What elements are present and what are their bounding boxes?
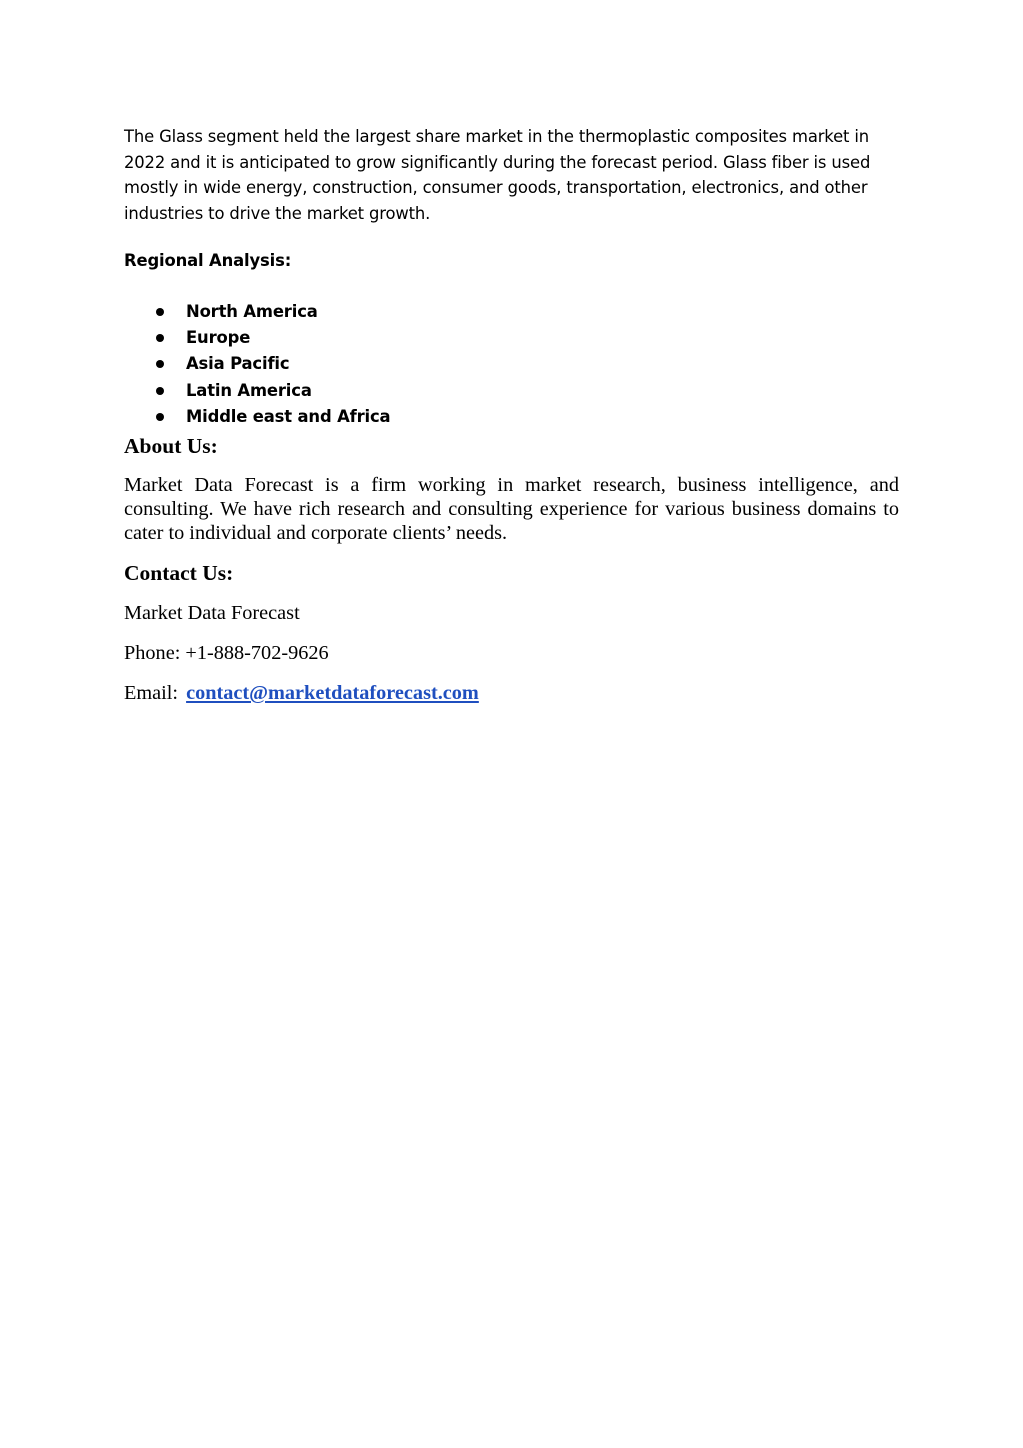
list-item	[124, 351, 899, 377]
contact-phone: Phone: +1-888-702-9626	[124, 641, 329, 664]
regional-analysis-heading: Regional Analysis:	[124, 251, 292, 271]
bullet-icon	[156, 334, 164, 342]
email-label: Email:	[124, 681, 179, 704]
bullet-icon	[156, 387, 164, 395]
bullet-icon	[156, 413, 164, 421]
region-label: North America	[186, 301, 318, 321]
list-item	[124, 404, 899, 430]
contact-company: Market Data Forecast	[124, 601, 300, 624]
contact-email-line	[124, 679, 899, 707]
region-label: Latin America	[186, 380, 312, 400]
list-item	[124, 378, 899, 404]
region-label: Asia Pacific	[186, 354, 290, 374]
email-link[interactable]: contact@marketdataforecast.com	[186, 681, 479, 704]
contact-us-heading: Contact Us:	[124, 560, 234, 585]
about-us-paragraph: Market Data Forecast is a firm working in market research, business intelligence, and consulting. We have rich research and consulting experience for various business domains to cater to individual and corporate clients’ needs.	[124, 473, 899, 544]
region-list	[124, 299, 899, 430]
intro-paragraph: The Glass segment held the largest share market in the thermoplastic composites market in 2022 and it is anticipated to grow significantly during the forecast period. Glass fiber is used mostly in wide energy, construction, consumer goods, transportation, electronics, and other industries to drive the market growth.	[124, 127, 871, 223]
region-label: Middle east and Africa	[186, 406, 391, 426]
about-us-heading: About Us:	[124, 433, 218, 458]
region-label: Europe	[186, 328, 251, 348]
bullet-icon	[156, 308, 164, 316]
document-page	[124, 124, 899, 707]
bullet-icon	[156, 360, 164, 368]
list-item	[124, 325, 899, 351]
list-item	[124, 299, 899, 325]
